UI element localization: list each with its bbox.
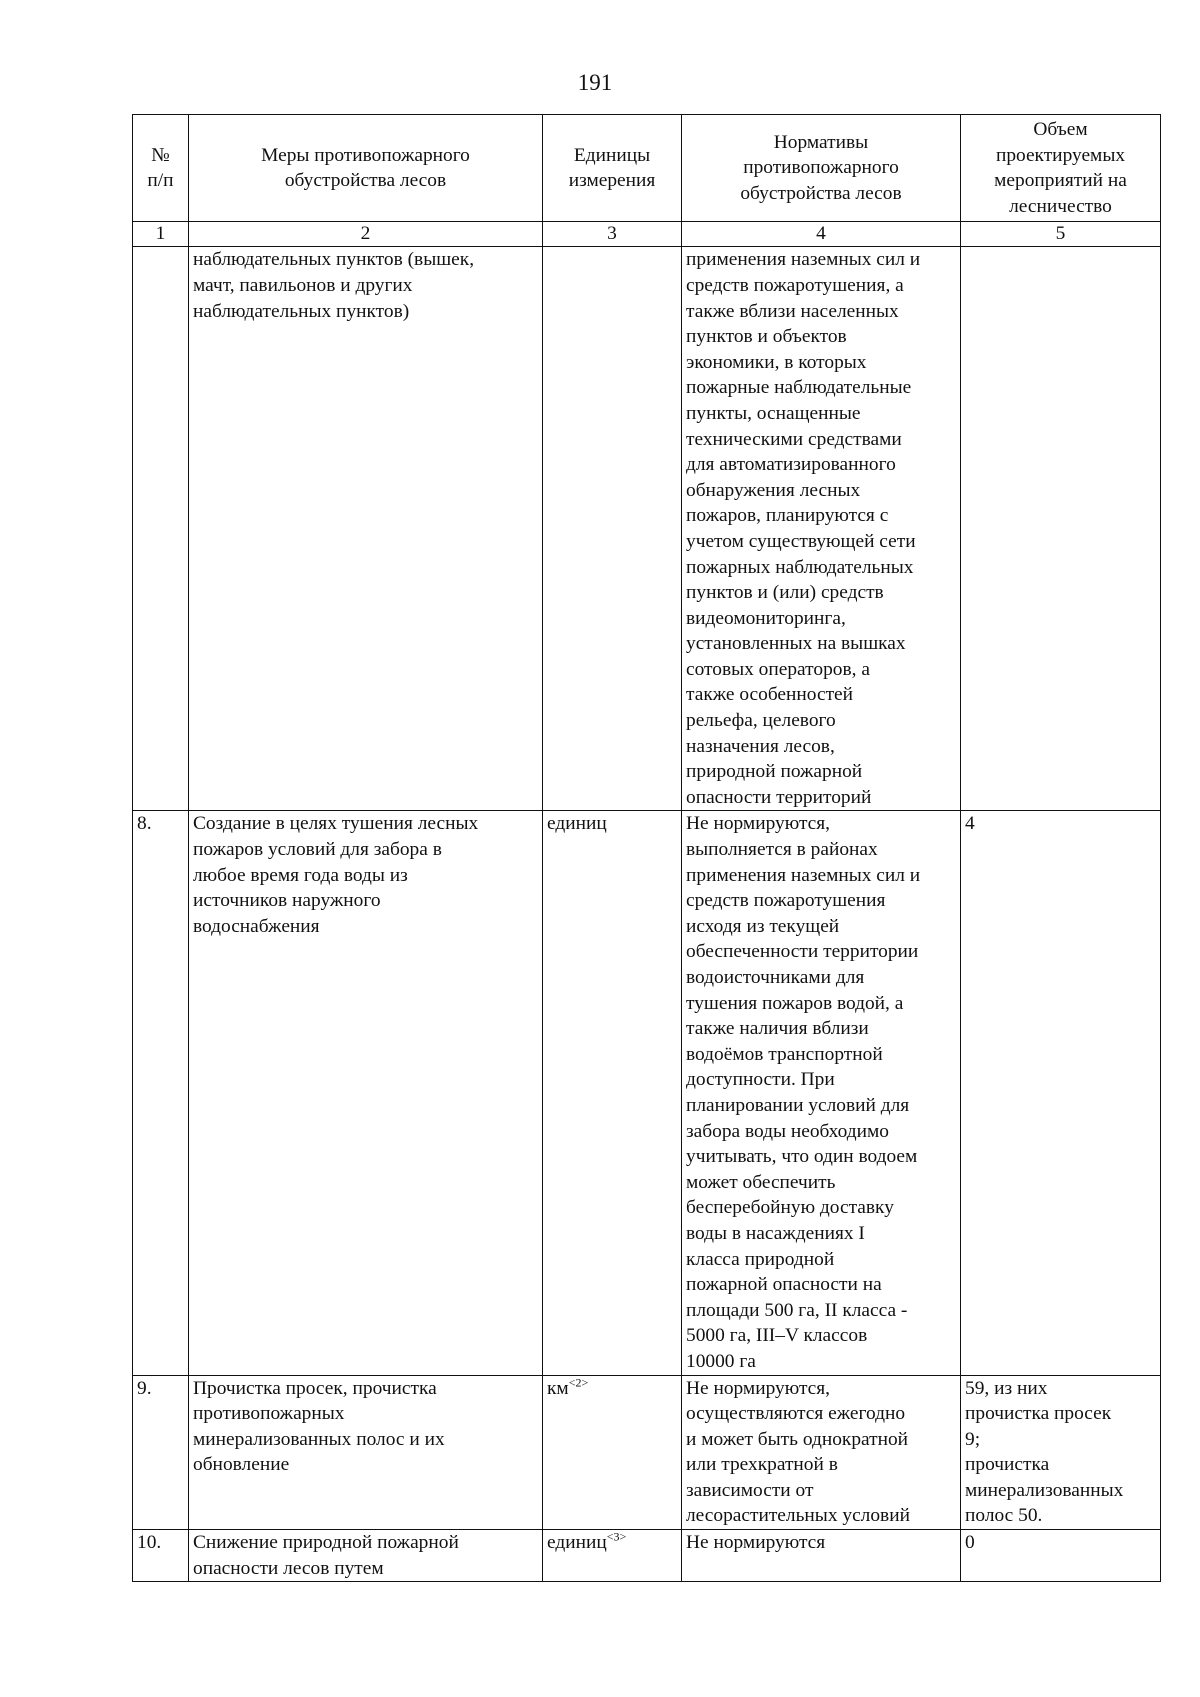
row-measure: Снижение природной пожарной опасности лесов путем <box>189 1530 543 1582</box>
unit-text: км <box>547 1377 569 1399</box>
row-norm: Не нормируются, выполняется в районах применения наземных сил и средств пожаротушения исходя из текущей обеспеченности территории водоисточниками для тушения пожаров водой, а также наличия вблизи водоёмов транспортной доступности. При планировании условий для забора воды необходимо учитывать, что один водоем может обеспечить бесперебойную доставку воды в насаждениях I класса природной пожарной опасности на площади 500 га, II класса - 5000 га, III–V классов 10000 га <box>682 811 961 1375</box>
row-unit <box>543 1375 682 1530</box>
row-number <box>133 247 189 811</box>
column-number: 2 <box>189 222 543 247</box>
row-measure: Создание в целях тушения лесных пожаров условий для забора в любое время года воды из источников наружного водоснабжения <box>189 811 543 1375</box>
row-unit <box>543 247 682 811</box>
row-volume: 0 <box>961 1530 1161 1582</box>
table-header-row <box>133 115 1161 222</box>
row-volume: 59, из них прочистка просек 9; прочистка минерализованных полос 50. <box>961 1375 1161 1530</box>
row-volume: 4 <box>961 811 1161 1375</box>
unit-text: единиц <box>547 1532 607 1554</box>
row-number: 10. <box>133 1530 189 1582</box>
row-measure: Прочистка просек, прочистка противопожарных минерализованных полос и их обновление <box>189 1375 543 1530</box>
page-number: 191 <box>577 70 613 95</box>
row-norm: Не нормируются <box>682 1530 961 1582</box>
column-number: 1 <box>133 222 189 247</box>
column-number-row <box>133 222 1161 247</box>
table-row <box>133 247 1161 811</box>
header-number: № п/п <box>133 115 189 222</box>
header-norms: Нормативы противопожарного обустройства лесов <box>682 115 961 222</box>
row-volume <box>961 247 1161 811</box>
header-volume: Объем проектируемых мероприятий на лесничество <box>961 115 1161 222</box>
row-unit <box>543 811 682 1375</box>
fire-safety-table <box>132 114 1161 1582</box>
table-row <box>133 1375 1161 1530</box>
unit-footnote-ref: <3> <box>606 1529 627 1544</box>
row-measure: наблюдательных пунктов (вышек, мачт, павильонов и других наблюдательных пунктов) <box>189 247 543 811</box>
row-unit <box>543 1530 682 1582</box>
row-number: 9. <box>133 1375 189 1530</box>
column-number: 3 <box>543 222 682 247</box>
table-row <box>133 811 1161 1375</box>
header-units: Единицы измерения <box>543 115 682 222</box>
unit-footnote-ref: <2> <box>568 1375 589 1390</box>
header-measures: Меры противопожарного обустройства лесов <box>189 115 543 222</box>
unit-text: единиц <box>547 813 607 835</box>
column-number: 4 <box>682 222 961 247</box>
row-number: 8. <box>133 811 189 1375</box>
row-norm: Не нормируются, осуществляются ежегодно и может быть однократной или трехкратной в зависимости от лесорастительных условий <box>682 1375 961 1530</box>
table-row <box>133 1530 1161 1582</box>
row-norm: применения наземных сил и средств пожаротушения, а также вблизи населенных пунктов и объектов экономики, в которых пожарные наблюдательные пункты, оснащенные техническими средствами для автоматизированного обнаружения лесных пожаров, планируются с учетом существующей сети пожарных наблюдательных пунктов и (или) средств видеомониторинга, установленных на вышках сотовых операторов, а также особенностей рельефа, целевого назначения лесов, природной пожарной опасности территорий <box>682 247 961 811</box>
column-number: 5 <box>961 222 1161 247</box>
